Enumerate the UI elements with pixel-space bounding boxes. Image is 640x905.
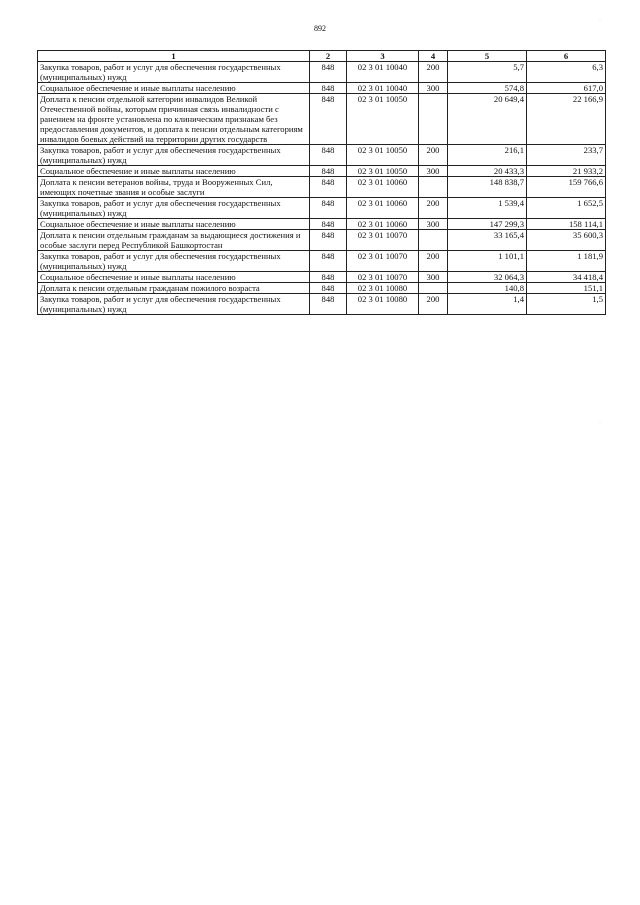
row-name: Доплата к пенсии отдельной категории инвалидов Великой Отечественной войны, которым причинная связь инвалидности с ранением на фронте установлена по клиническим признакам без предоставления документов, и доплата к пенсии отдельным категориям инвалидов боевых действий на территории других государств: [38, 94, 310, 145]
row-code: 848: [310, 177, 347, 198]
row-type: 200: [419, 62, 448, 83]
row-code: 848: [310, 219, 347, 230]
header-col-6: 6: [527, 51, 606, 62]
row-article: 02 3 01 10050: [347, 166, 419, 177]
row-name: Социальное обеспечение и иные выплаты населению: [38, 219, 310, 230]
row-article: 02 3 01 10070: [347, 251, 419, 272]
row-article: 02 3 01 10050: [347, 94, 419, 145]
row-code: 848: [310, 198, 347, 219]
row-article: 02 3 01 10080: [347, 283, 419, 294]
row-value-6: 151,1: [527, 283, 606, 294]
row-value-5: 20 433,3: [448, 166, 527, 177]
table-row: [38, 283, 606, 294]
row-value-5: 140,8: [448, 283, 527, 294]
row-article: 02 3 01 10070: [347, 230, 419, 251]
row-value-6: 1,5: [527, 294, 606, 315]
row-value-5: 1,4: [448, 294, 527, 315]
row-value-5: 1 539,4: [448, 198, 527, 219]
header-col-2: 2: [310, 51, 347, 62]
table-row: [38, 294, 606, 315]
row-value-6: 34 418,4: [527, 272, 606, 283]
budget-table: [37, 50, 606, 315]
row-article: 02 3 01 10040: [347, 62, 419, 83]
row-code: 848: [310, 62, 347, 83]
table-row: [38, 251, 606, 272]
row-type: 300: [419, 166, 448, 177]
row-name: Доплата к пенсии ветеранов войны, труда и Вооруженных Сил, имеющих почетные звания и особые заслуги: [38, 177, 310, 198]
row-name: Социальное обеспечение и иные выплаты населению: [38, 166, 310, 177]
row-value-5: 574,8: [448, 83, 527, 94]
row-value-5: 147 299,3: [448, 219, 527, 230]
row-value-6: 233,7: [527, 145, 606, 166]
row-value-6: 22 166,9: [527, 94, 606, 145]
row-type: [419, 94, 448, 145]
row-code: 848: [310, 94, 347, 145]
row-code: 848: [310, 83, 347, 94]
row-value-6: 21 933,2: [527, 166, 606, 177]
row-value-5: 32 064,3: [448, 272, 527, 283]
row-type: 200: [419, 198, 448, 219]
row-value-6: 1 652,5: [527, 198, 606, 219]
table-row: [38, 272, 606, 283]
row-type: 300: [419, 272, 448, 283]
row-code: 848: [310, 283, 347, 294]
page-number: 892: [314, 24, 326, 33]
row-value-6: 35 600,3: [527, 230, 606, 251]
row-name: Социальное обеспечение и иные выплаты населению: [38, 83, 310, 94]
row-article: 02 3 01 10080: [347, 294, 419, 315]
row-type: 200: [419, 294, 448, 315]
row-type: 300: [419, 83, 448, 94]
row-value-5: 33 165,4: [448, 230, 527, 251]
row-value-6: 6,3: [527, 62, 606, 83]
header-col-5: 5: [448, 51, 527, 62]
table-row: [38, 230, 606, 251]
row-name: Доплата к пенсии отдельным гражданам за выдающиеся достижения и особые заслуги перед Республикой Башкортостан: [38, 230, 310, 251]
row-code: 848: [310, 145, 347, 166]
scan-mark: ·: [599, 420, 601, 426]
scan-mark: ·: [599, 18, 601, 24]
row-value-6: 158 114,1: [527, 219, 606, 230]
row-code: 848: [310, 166, 347, 177]
row-name: Закупка товаров, работ и услуг для обеспечения государственных (муниципальных) нужд: [38, 251, 310, 272]
row-name: Закупка товаров, работ и услуг для обеспечения государственных (муниципальных) нужд: [38, 294, 310, 315]
table-row: [38, 219, 606, 230]
row-value-6: 1 181,9: [527, 251, 606, 272]
table-row: [38, 83, 606, 94]
header-row: [38, 51, 606, 62]
row-value-5: 20 649,4: [448, 94, 527, 145]
row-type: 300: [419, 219, 448, 230]
row-code: 848: [310, 294, 347, 315]
row-type: [419, 177, 448, 198]
header-col-3: 3: [347, 51, 419, 62]
row-value-5: 5,7: [448, 62, 527, 83]
row-code: 848: [310, 251, 347, 272]
row-article: 02 3 01 10050: [347, 145, 419, 166]
table-row: [38, 166, 606, 177]
row-name: Закупка товаров, работ и услуг для обеспечения государственных (муниципальных) нужд: [38, 198, 310, 219]
header-col-1: 1: [38, 51, 310, 62]
header-col-4: 4: [419, 51, 448, 62]
row-code: 848: [310, 272, 347, 283]
row-name: Закупка товаров, работ и услуг для обеспечения государственных (муниципальных) нужд: [38, 145, 310, 166]
row-article: 02 3 01 10060: [347, 198, 419, 219]
table-row: [38, 145, 606, 166]
row-name: Закупка товаров, работ и услуг для обеспечения государственных (муниципальных) нужд: [38, 62, 310, 83]
table-row: [38, 62, 606, 83]
row-code: 848: [310, 230, 347, 251]
table-row: [38, 177, 606, 198]
row-article: 02 3 01 10060: [347, 219, 419, 230]
row-value-6: 617,0: [527, 83, 606, 94]
row-name: Доплата к пенсии отдельным гражданам пожилого возраста: [38, 283, 310, 294]
table-body: [38, 62, 606, 315]
table-header: [38, 51, 606, 62]
row-value-5: 1 101,1: [448, 251, 527, 272]
row-type: 200: [419, 145, 448, 166]
row-type: [419, 283, 448, 294]
row-article: 02 3 01 10040: [347, 83, 419, 94]
table-row: [38, 94, 606, 145]
row-name: Социальное обеспечение и иные выплаты населению: [38, 272, 310, 283]
row-type: 200: [419, 251, 448, 272]
row-article: 02 3 01 10060: [347, 177, 419, 198]
row-type: [419, 230, 448, 251]
row-value-5: 216,1: [448, 145, 527, 166]
row-article: 02 3 01 10070: [347, 272, 419, 283]
row-value-5: 148 838,7: [448, 177, 527, 198]
row-value-6: 159 766,6: [527, 177, 606, 198]
table-row: [38, 198, 606, 219]
